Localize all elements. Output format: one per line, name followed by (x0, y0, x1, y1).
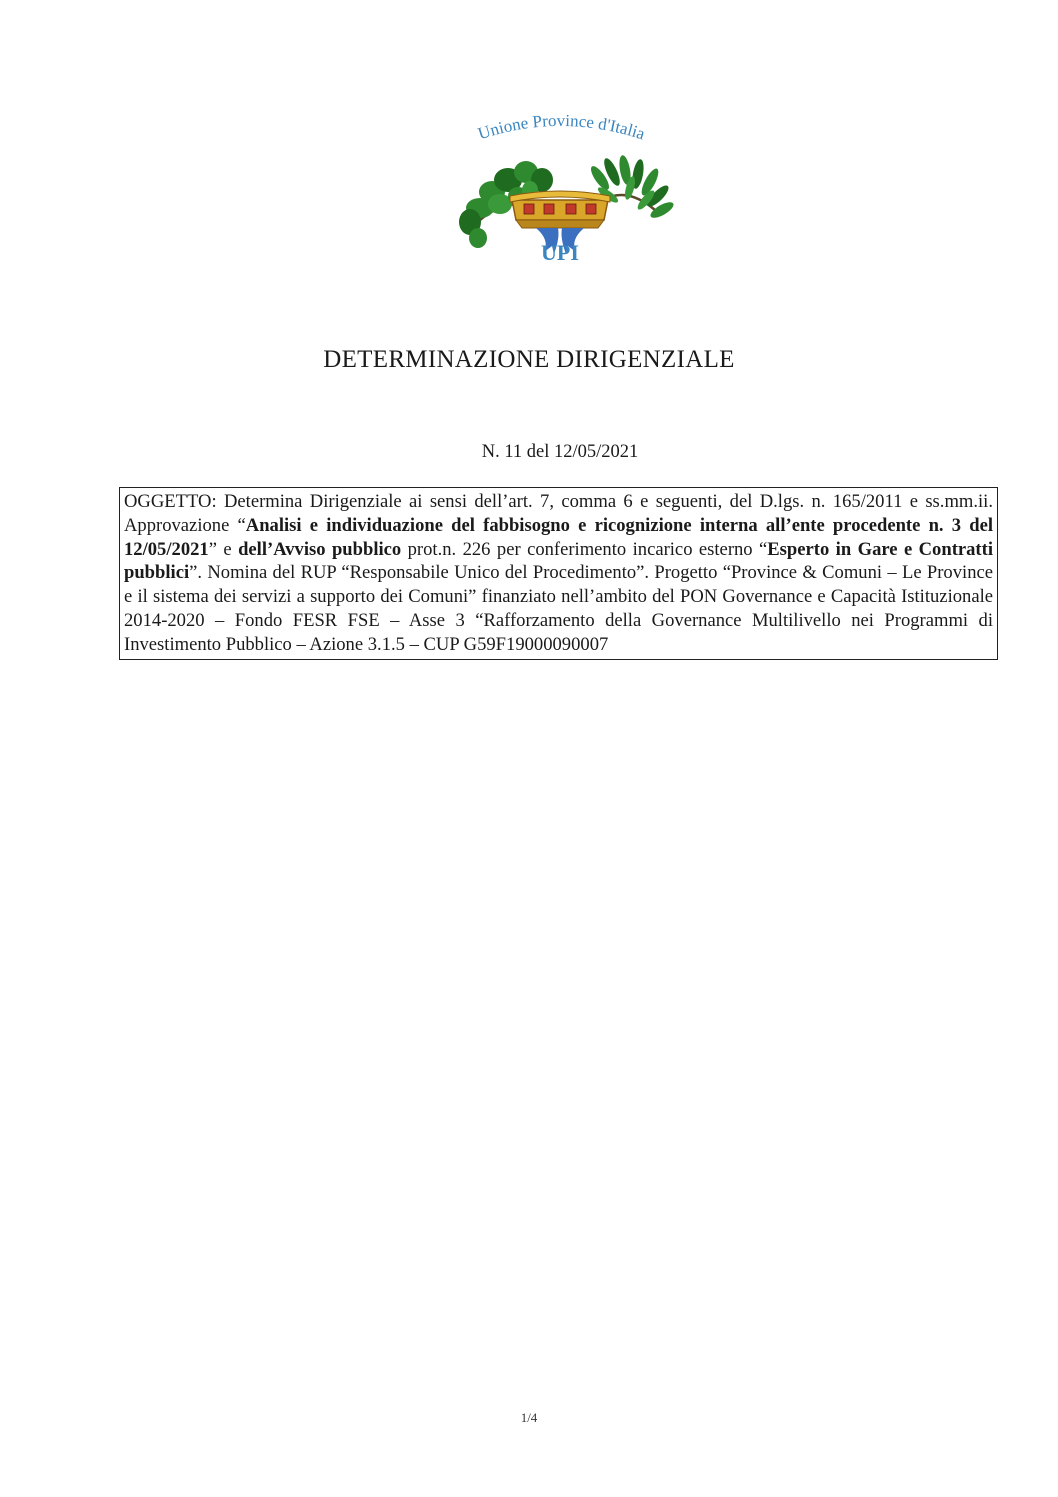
subject-bold-text: dell’Avviso pubblico (238, 538, 402, 560)
subject-box (119, 487, 998, 660)
subject-text: OGGETTO: Determina Dirigenziale ai sensi dell’art. 7, comma 6 e seguenti, del D.lgs. n. 165/2011 e ss.mm.ii. Approvazione “ (124, 491, 993, 536)
document-title: DETERMINAZIONE DIRIGENZIALE (323, 346, 735, 373)
subject-bold-text: Esperto in Gare e Contratti pubblici (124, 538, 993, 584)
upi-logo (440, 100, 680, 280)
logo-acronym: UPI (541, 240, 579, 265)
subject-text: ” e (208, 538, 239, 560)
subject-text: ”. Nomina del RUP “Responsabile Unico del Procedimento”. Progetto “Province & Comuni – Le Province e il sistema dei servizi a supporto dei Comuni” finanziato nell’ambito del PON Governance e Capacità Istituzionale 2014-2020 – Fondo FESR FSE – Asse 3 “Rafforzamento della Governance Multilivello nei Programmi di Investimento Pubblico – Azione 3.1.5 – CUP G59F19000090007 (124, 562, 993, 655)
page-number: 1/4 (520, 1410, 538, 1425)
subject-bold-text: Analisi e individuazione del fabbisogno e ricognizione interna all’ente procedente n. 3 del 12/05/2021 (124, 514, 993, 560)
document-number: N. 11 del 12/05/2021 (481, 442, 639, 462)
upi-emblem-graphic (440, 100, 680, 280)
logo-arc-text: Unione Province d'Italia (475, 110, 648, 144)
subject-text: prot.n. 226 per conferimento incarico esterno “ (401, 538, 768, 560)
crown-icon (510, 191, 610, 228)
